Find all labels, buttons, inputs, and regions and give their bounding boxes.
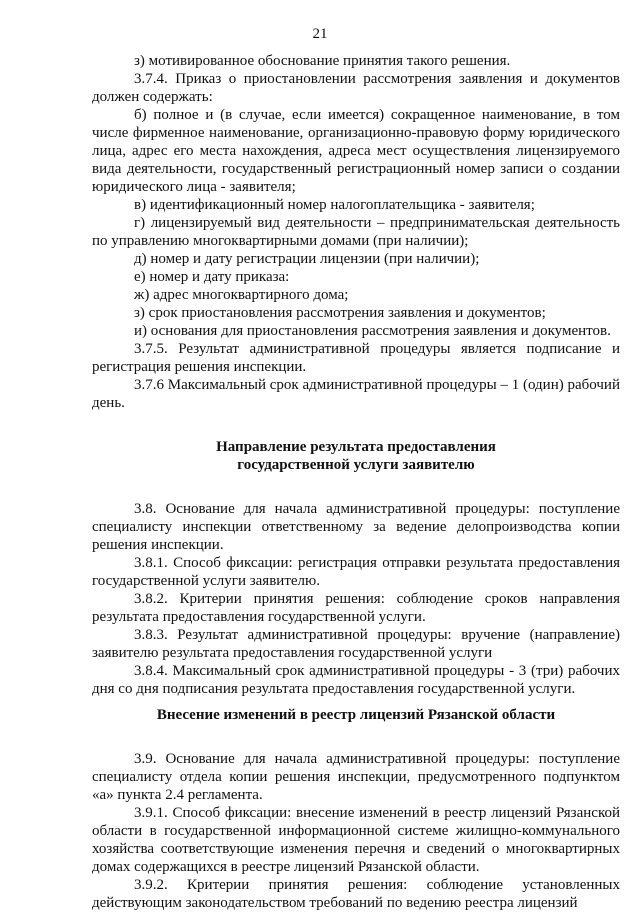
paragraph: з) срок приостановления рассмотрения заявления и документов;	[134, 305, 546, 321]
paragraph: 3.7.6 Максимальный срок административной процедуры – 1 (один) рабочий день.	[92, 377, 620, 411]
paragraph: 3.7.4. Приказ о приостановлении рассмотрения заявления и документов должен содержать:	[92, 71, 620, 105]
paragraph: д) номер и дату регистрации лицензии (при наличии);	[134, 251, 480, 267]
paragraph: 3.8. Основание для начала административной процедуры: поступление специалисту инспекции ответственному за ведение делопроизводства копии решения инспекции.	[92, 501, 620, 553]
document-body	[92, 52, 620, 912]
paragraph: 3.9.1. Способ фиксации: внесение изменений в реестр лицензий Рязанской области в государственной информационной системе жилищно-коммунального хозяйства соответствующие изменения перечня и сведений о многоквартирных домах содержащихся в реестре лицензий Рязанской области.	[92, 805, 620, 875]
paragraph: 3.8.1. Способ фиксации: регистрация отправки результата предоставления государственной услуги заявителю.	[92, 555, 620, 589]
paragraph: з) мотивированное обоснование принятия такого решения.	[134, 53, 511, 69]
page-number: 21	[312, 26, 328, 42]
paragraph: е) номер и дату приказа:	[134, 269, 290, 285]
paragraph: в) идентификационный номер налогоплательщика - заявителя;	[134, 197, 535, 213]
paragraph: г) лицензируемый вид деятельности – предпринимательская деятельность по управлению многоквартирными домами (при наличии);	[92, 215, 620, 249]
paragraph: 3.8.4. Максимальный срок административной процедуры - 3 (три) рабочих дня со дня подписания результата предоставления государственной услуги.	[92, 663, 620, 697]
section-heading	[92, 438, 620, 474]
paragraph: 3.9.2. Критерии принятия решения: соблюдение установленных действующим законодательством требований по ведению реестра лицензий	[92, 877, 620, 911]
section-heading: Внесение изменений в реестр лицензий Рязанской области	[156, 707, 556, 723]
paragraph: 3.7.5. Результат административной процедуры является подписание и регистрация решения инспекции.	[92, 341, 620, 375]
paragraph: 3.9. Основание для начала административной процедуры: поступление специалисту отдела копии решения инспекции, предусмотренного подпунктом «а» пункта 2.4 регламента.	[92, 751, 620, 803]
paragraph: 3.8.3. Результат административной процедуры: вручение (направление) заявителю результата предоставления государственной услуги	[92, 627, 620, 661]
paragraph: б) полное и (в случае, если имеется) сокращенное наименование, в том числе фирменное наименование, организационно-правовую форму юридического лица, адрес его места нахождения, адреса мест осуществления лицензируемого вида деятельности, государственный регистрационный номер записи о создании юридического лица - заявителя;	[92, 107, 620, 195]
paragraph: ж) адрес многоквартирного дома;	[134, 287, 349, 303]
section-heading-line: Направление результата предоставления	[216, 439, 496, 455]
section-heading-line: государственной услуги заявителю	[237, 457, 475, 473]
paragraph: 3.8.2. Критерии принятия решения: соблюдение сроков направления результата предоставления государственной услуги.	[92, 591, 620, 625]
paragraph: и) основания для приостановления рассмотрения заявления и документов.	[134, 323, 611, 339]
